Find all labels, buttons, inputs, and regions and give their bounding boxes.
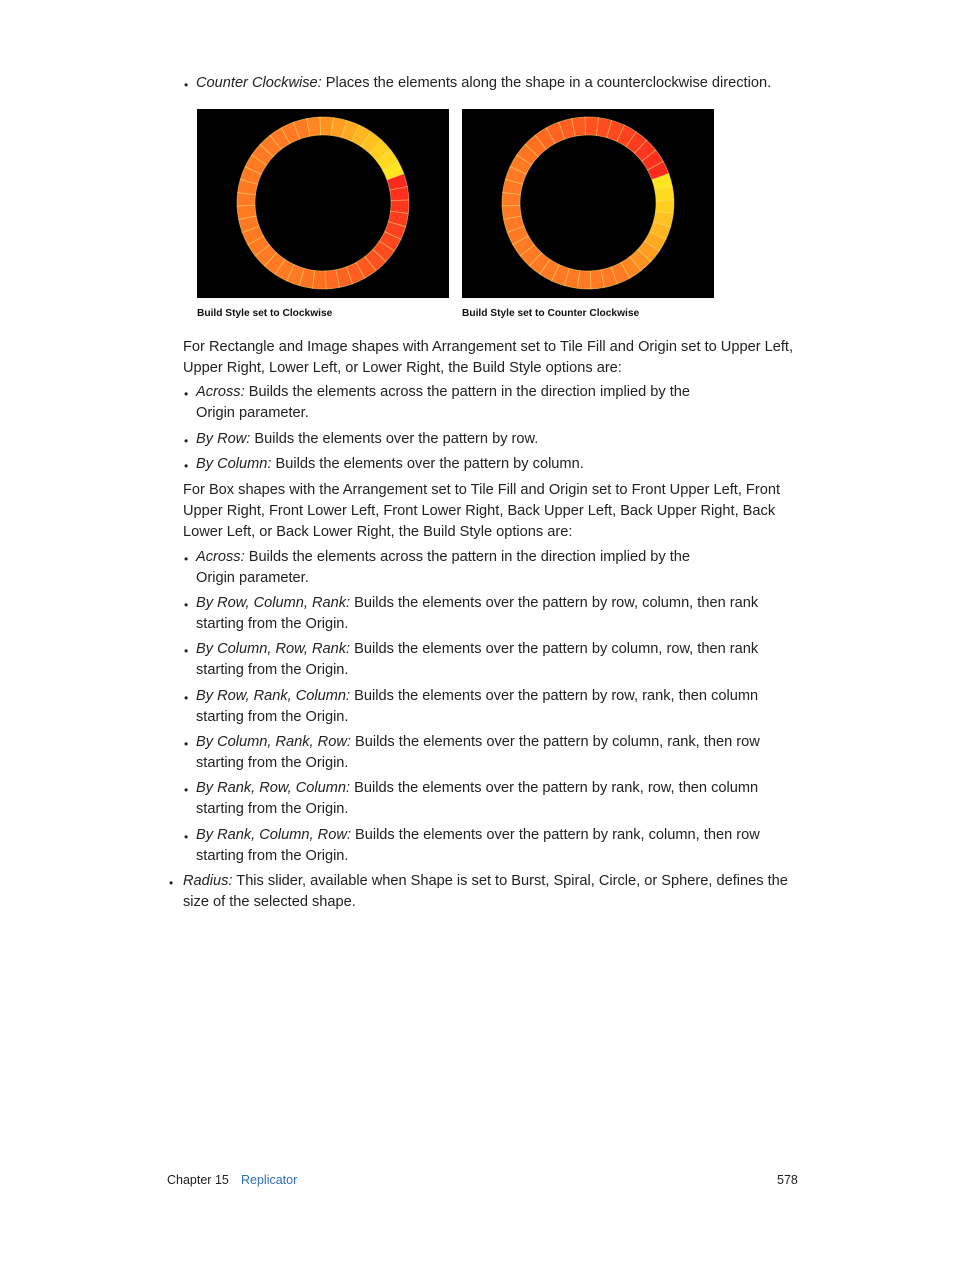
bullet-term: By Row, Rank, Column: [196,688,351,704]
ring-clockwise-image [197,109,449,298]
bullet-text: Builds the elements over the pattern by row, column, then rank starting from the Origin. [196,595,759,632]
list2-item-rank-column-row [196,825,761,867]
list2-item-column-row-rank [196,639,761,681]
bullet-text: Builds the elements over the pattern by column, rank, then row starting from the Origin. [196,734,760,771]
bullet-text: Places the elements along the shape in a counterclockwise direction. [321,75,772,91]
list1-item-by-column [196,454,796,475]
ring-counter-clockwise-image [462,109,714,298]
bullet-term: By Rank, Row, Column: [196,780,351,796]
bullet-term: Radius: [183,873,233,889]
bullet-dot: • [184,552,189,566]
bullet-term: Across: [196,549,245,565]
bullet-term: By Rank, Column, Row: [196,827,351,843]
bullet-dot: • [184,434,189,448]
bullet-dot: • [184,598,189,612]
bullet-term: By Row: [196,431,251,447]
bullet-term: By Column, Rank, Row: [196,734,351,750]
figure-caption-clockwise: Build Style set to Clockwise [197,308,333,319]
footer-chapter [167,1173,229,1187]
bullet-term: By Row, Column, Rank: [196,595,351,611]
bullet-dot: • [184,691,189,705]
footer-page-number: 578 [777,1173,798,1187]
bullet-counter-clockwise [196,73,796,94]
bullet-text: Builds the elements over the pattern by rank, column, then row starting from the Origin. [196,827,760,864]
footer-section-link[interactable]: Replicator [241,1173,298,1187]
bullet-text: Builds the elements over the pattern by row, rank, then column starting from the Origin. [196,688,759,725]
paragraph-box-shapes: For Box shapes with the Arrangement set to Tile Fill and Origin set to Front Upper Left, Front Upper Right, Front Lower Left, Front Lower Right, Back Upper Left, Back Upper Right, Back Lower Left, or Back Lower Right, the Build Style options are: [183,482,780,540]
ring-segment [585,117,598,136]
list2-item-rank-row-column [196,778,761,820]
ring-segment [655,200,674,213]
list2-item-across [196,547,706,589]
bullet-dot: • [184,783,189,797]
bullet-dot: • [169,876,174,890]
footer-section[interactable] [241,1173,297,1187]
paragraph-rectangle-image: For Rectangle and Image shapes with Arrangement set to Tile Fill and Origin set to Upper Left, Upper Right, Lower Left, or Lower Right, the Build Style options are: [183,339,794,376]
figure-caption-counter-clockwise: Build Style set to Counter Clockwise [462,308,640,319]
bullet-text: Builds the elements over the pattern by rank, row, then column starting from the Origin. [196,780,759,817]
bullet-dot: • [184,459,189,473]
ring-segment [578,270,591,289]
list2-item-row-column-rank [196,593,761,635]
bullet-dot: • [184,387,189,401]
bullet-term: Counter Clockwise: [196,75,322,91]
bullet-dot: • [184,78,189,92]
bullet-dot: • [184,830,189,844]
bullet-text: Builds the elements across the pattern in the direction implied by the Origin parameter. [196,384,691,421]
bullet-text: Builds the elements over the pattern by row. [250,431,539,447]
bullet-text: This slider, available when Shape is set to Burst, Spiral, Circle, or Sphere, defines the size of the selected shape. [183,873,788,910]
bullet-term: By Column: [196,456,272,472]
ring-segment [502,193,521,206]
bullet-text: Builds the elements across the pattern in the direction implied by the Origin parameter. [196,549,691,586]
figure-clockwise [197,109,449,298]
bullet-term: Across: [196,384,245,400]
list2-item-row-rank-column [196,686,761,728]
bullet-dot: • [184,737,189,751]
bullet-term: By Column, Row, Rank: [196,641,351,657]
list2-item-column-rank-row [196,732,761,774]
list1-item-by-row [196,429,796,450]
bullet-dot: • [184,644,189,658]
bullet-text: Builds the elements over the pattern by column. [271,456,584,472]
bullet-text: Builds the elements over the pattern by column, row, then rank starting from the Origin. [196,641,759,678]
footer-chapter-label: Chapter 15 [167,1173,229,1187]
list1-item-across [196,382,706,424]
figure-counter-clockwise [462,109,714,298]
bullet-radius [183,871,803,913]
